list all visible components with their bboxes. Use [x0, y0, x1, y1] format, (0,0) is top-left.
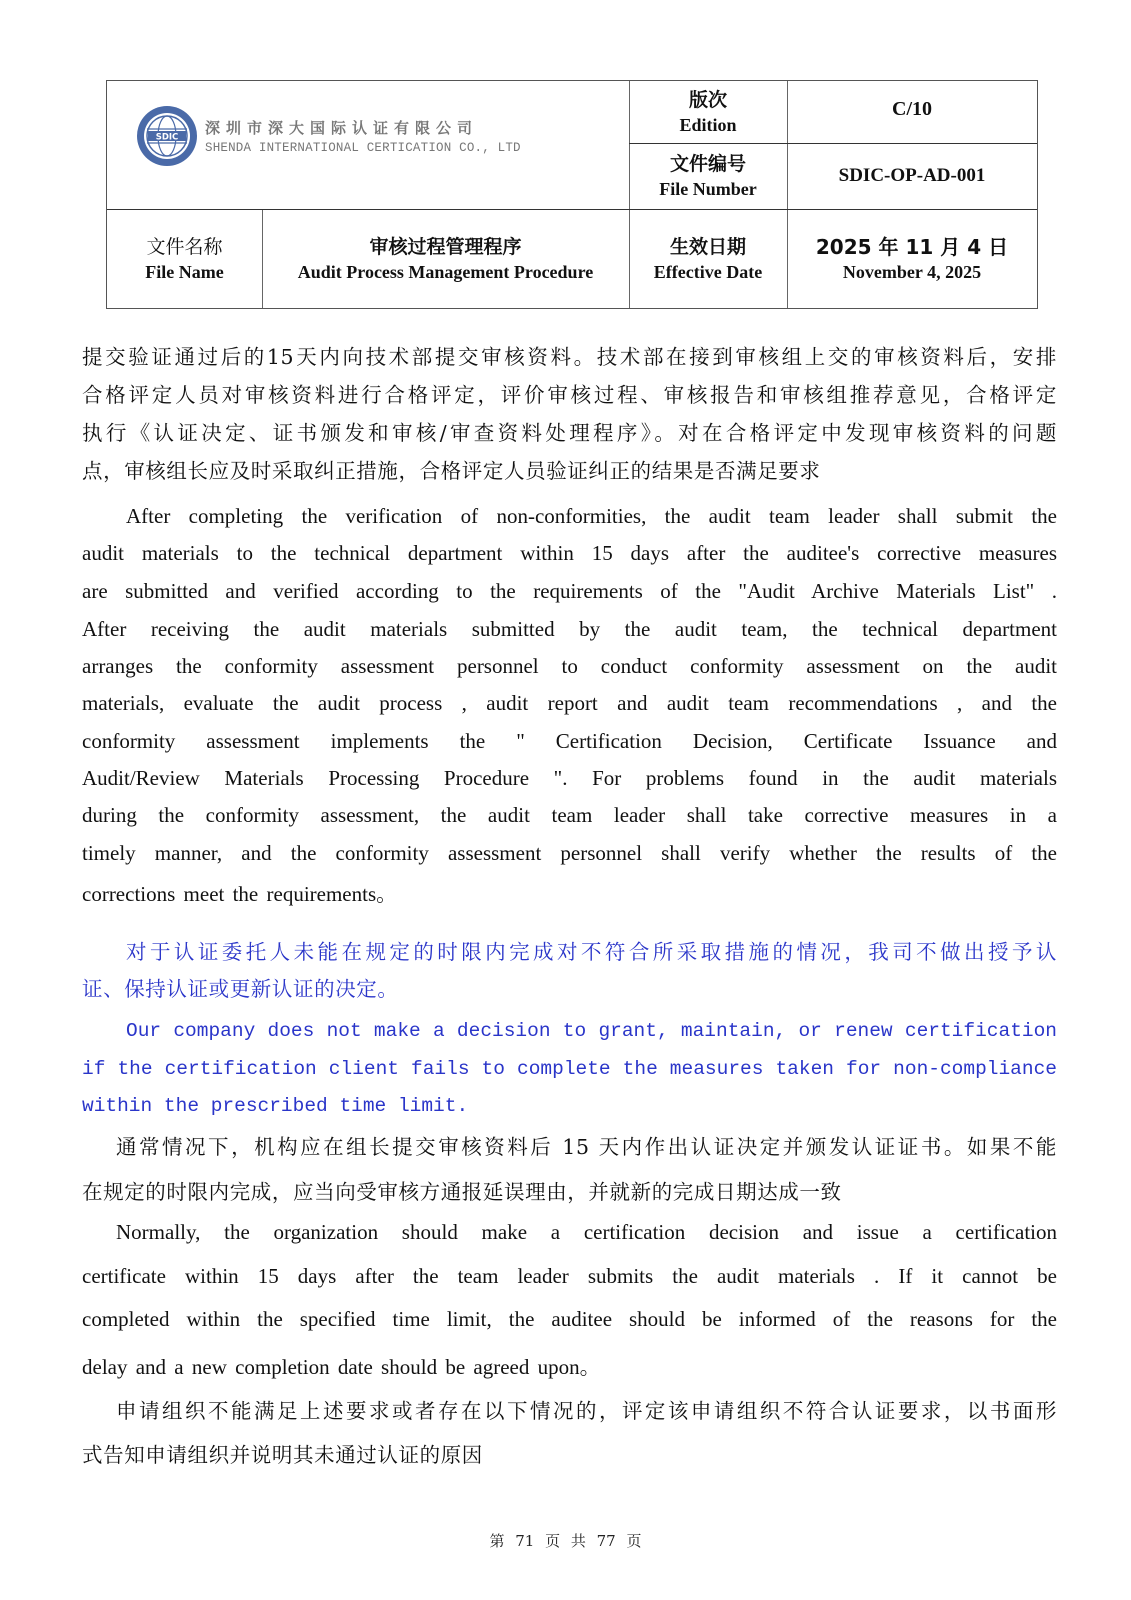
edition-label-en: Edition: [679, 115, 737, 135]
effective-date-label-en: Effective Date: [653, 261, 763, 282]
paragraph-line: 在规定的时限内完成，应当向受审核方通报延误理由，并就新的完成日期达成一致: [82, 1180, 842, 1204]
file-name-label-en: File Name: [145, 261, 224, 282]
file-number-value-cell: [787, 143, 1037, 209]
paragraph-line: 申请组织不能满足上述要求或者存在以下情况的，评定该申请组织不符合认证要求，以书面形: [116, 1399, 1057, 1423]
logo-text: SDIC: [155, 132, 179, 143]
paragraph-line: 执行《认证决定、证书颁发和审核/审查资料处理程序》。对在合格评定中发现审核资料的问题: [82, 421, 1057, 445]
paragraph-line: are submitted and verified according to the requirements of the "Audit Archive Materials List" .: [82, 579, 1057, 603]
document-header-table: [106, 80, 1038, 309]
page-number: 第 71 页 共 77 页: [489, 1532, 642, 1550]
paragraph-line: Audit/Review Materials Processing Procedure ". For problems found in the audit materials: [82, 766, 1057, 790]
paragraph-line: timely manner, and the conformity assessment personnel shall verify whether the results of the: [82, 841, 1057, 865]
edition-value-cell: [787, 81, 1037, 143]
paragraph-line: certificate within 15 days after the team leader submits the audit materials . If it cannot be: [82, 1264, 1057, 1288]
paragraph-line: conformity assessment implements the " Certification Decision, Certificate Issuance and: [82, 729, 1057, 753]
paragraph-line: delay and a new completion date should be agreed upon。: [82, 1355, 601, 1379]
company-name-zh: 深圳市深大国际认证有限公司: [205, 119, 479, 137]
paragraph-line: 通常情况下，机构应在组长提交审核资料后 15 天内作出认证决定并颁发认证证书。如果不能: [116, 1135, 1057, 1159]
paragraph-line: 提交验证通过后的15天内向技术部提交审核资料。技术部在接到审核组上交的审核资料后，安排: [82, 345, 1057, 369]
company-logo: [135, 104, 199, 168]
edition-label: [629, 81, 787, 143]
paragraph-line: during the conformity assessment, the audit team leader shall take corrective measures in a: [82, 803, 1057, 827]
paragraph-line: materials, evaluate the audit process , audit report and audit team recommendations , and the: [82, 691, 1057, 715]
paragraph-line: corrections meet the requirements。: [82, 882, 398, 906]
paragraph-line: completed within the specified time limit, the auditee should be informed of the reasons for the: [82, 1307, 1057, 1331]
paragraph-line: After completing the verification of non-conformities, the audit team leader shall submit the: [126, 504, 1057, 528]
paragraph-line: 证、保持认证或更新认证的决定。: [82, 977, 399, 1001]
effective-date-label-zh: 生效日期: [669, 235, 746, 258]
edition-label-zh: 版次: [688, 89, 727, 111]
file-name-value-zh: 审核过程管理程序: [369, 235, 522, 258]
effective-date-value-en: November 4, 2025: [842, 261, 982, 282]
paragraph-line: audit materials to the technical department within 15 days after the auditee's corrective measures: [82, 541, 1057, 565]
company-name-en: SHENDA INTERNATIONAL CERTICATION CO., LTD: [205, 141, 521, 155]
paragraph-line: 合格评定人员对审核资料进行合格评定，评价审核过程、审核报告和审核组推荐意见，合格评定: [82, 383, 1057, 407]
paragraph-line: 点，审核组长应及时采取纠正措施，合格评定人员验证纠正的结果是否满足要求: [82, 459, 821, 483]
file-number-label-en: File Number: [659, 179, 757, 199]
file-number-label-zh: 文件编号: [669, 153, 746, 175]
paragraph-line: within the prescribed time limit.: [82, 1095, 469, 1117]
paragraph-line: 式告知申请组织并说明其未通过认证的原因: [82, 1443, 483, 1467]
file-name-label: [107, 209, 262, 308]
file-number-value: SDIC-OP-AD-001: [838, 165, 986, 186]
paragraph-line: After receiving the audit materials submitted by the audit team, the technical department: [82, 617, 1057, 641]
effective-date-label: [629, 209, 787, 308]
effective-date-value-cell: [787, 209, 1037, 308]
edition-value: C/10: [892, 97, 932, 120]
effective-date-value-zh: 2025 年 11 月 4 日: [815, 234, 1009, 259]
paragraph-line: arranges the conformity assessment personnel to conduct conformity assessment on the audit: [82, 654, 1057, 678]
file-number-label: [629, 143, 787, 209]
paragraph-line: 对于认证委托人未能在规定的时限内完成对不符合所采取措施的情况，我司不做出授予认: [126, 940, 1057, 964]
file-name-value-en: Audit Process Management Procedure: [297, 261, 594, 282]
file-name-label-zh: 文件名称: [146, 235, 223, 258]
paragraph-line: Our company does not make a decision to grant, maintain, or renew certification: [126, 1020, 1057, 1042]
paragraph-line: Normally, the organization should make a certification decision and issue a certification: [116, 1220, 1057, 1244]
file-name-value-cell: [262, 209, 629, 308]
paragraph-line: if the certification client fails to complete the measures taken for non-compliance: [82, 1058, 1057, 1080]
